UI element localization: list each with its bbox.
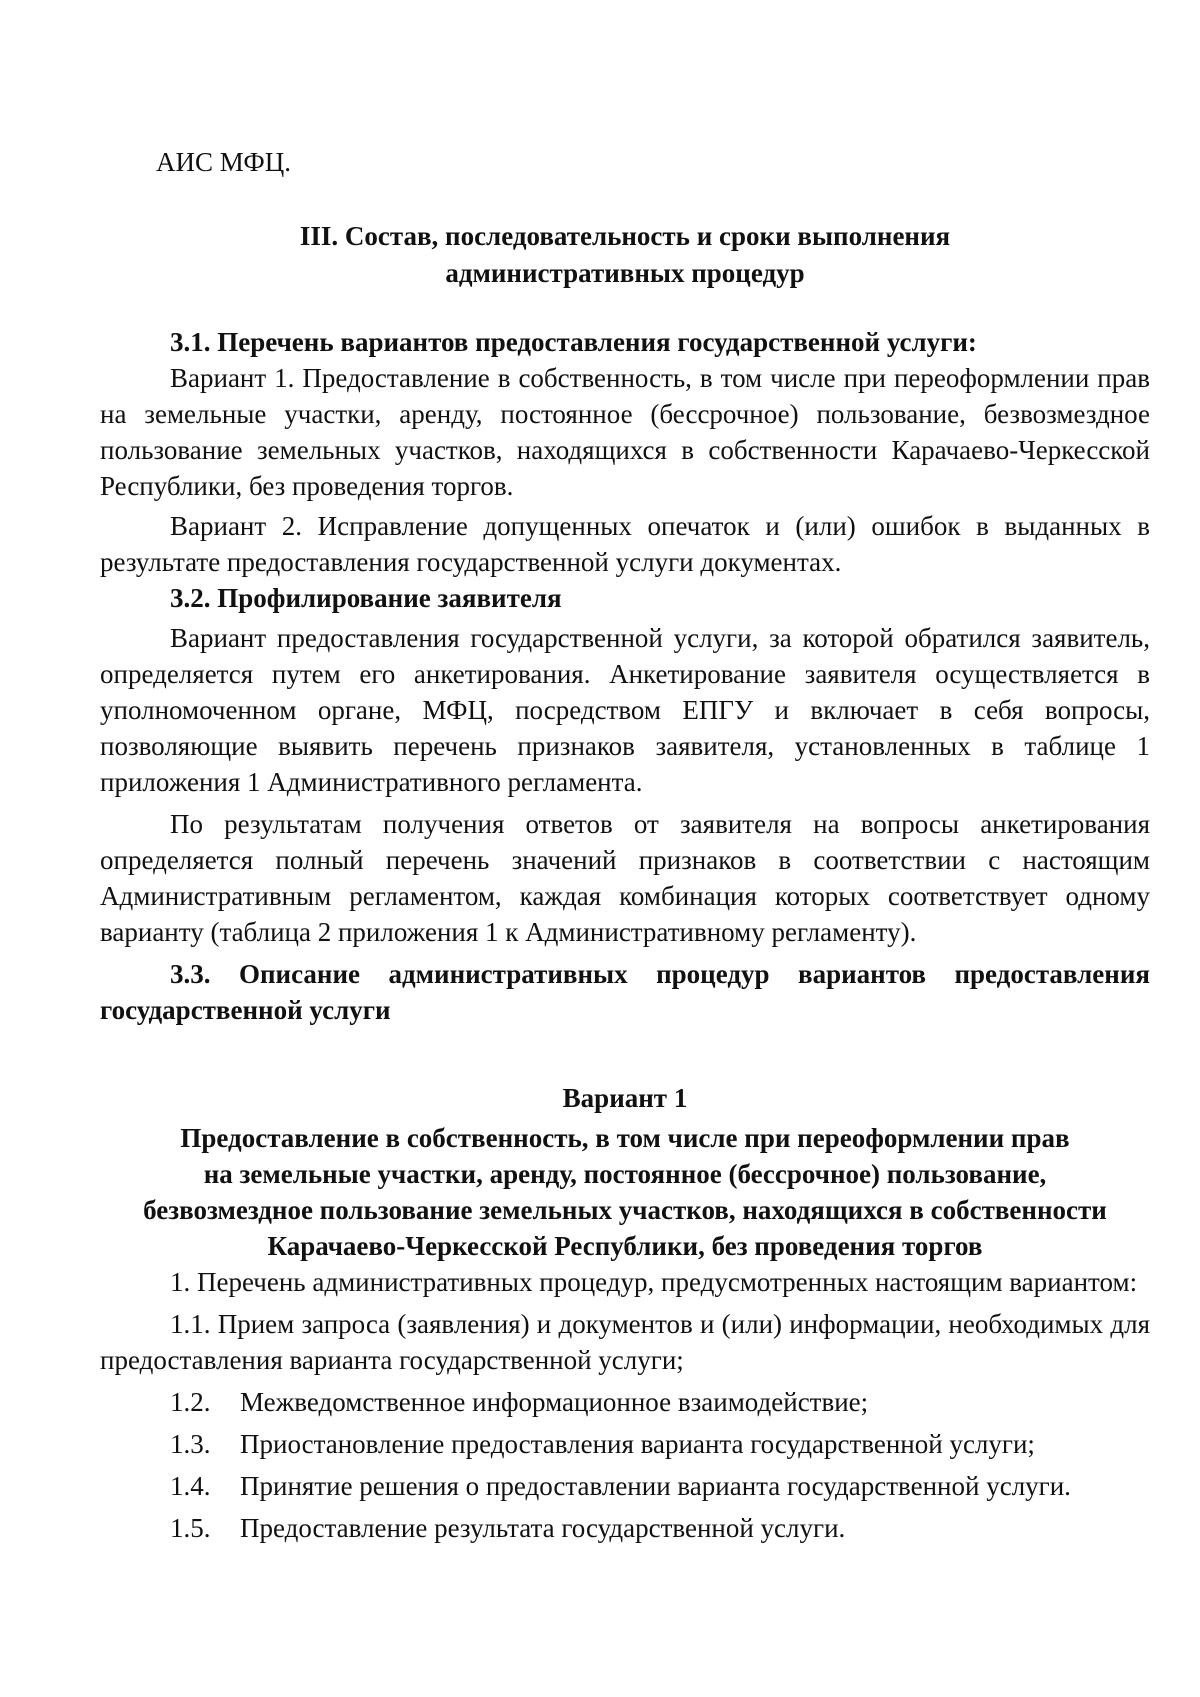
section-heading-line-1: III. Состав, последовательность и сроки выполнения [299,221,951,251]
procedure-item [170,1426,1150,1462]
procedure-item-number: 1.3. [170,1429,211,1459]
variant-1-title-line-3: безвозмездное пользование земельных участков, находящихся в собственности [143,1195,1107,1225]
section-heading [100,218,1150,292]
profiling-paragraph-1: Вариант предоставления государственной услуги, за которой обратился заявитель, определяется путем его анкетирования. Анкетирование заявителя осуществляется в уполномоченном органе, МФЦ, посредством ЕПГУ и включает в себя вопросы, позволяющие выявить перечень признаков заявителя, установленных в таблице 1 приложения 1 Административного регламента. [100,623,1150,797]
procedure-item-text: Предоставление результата государственной услуги. [240,1513,846,1543]
carryover-text: АИС МФЦ. [156,147,291,177]
variant-1-title-block [100,1080,1150,1264]
procedures-intro: 1. Перечень административных процедур, предусмотренных настоящим вариантом: [170,1267,1138,1297]
subsection-3-2-heading: 3.2. Профилирование заявителя [170,583,562,613]
procedure-item-number: 1.5. [170,1513,211,1543]
procedure-item-number: 1.2. [170,1387,211,1417]
profiling-paragraph-2: По результатам получения ответов от заявителя на вопросы анкетирования определяется полный перечень значений признаков в соответствии с настоящим Административным регламентом, каждая комбинация которых соответствует одному варианту (таблица 2 приложения 1 к Административному регламенту). [100,809,1150,947]
procedure-item-text: Принятие решения о предоставлении варианта государственной услуги. [240,1471,1071,1501]
procedure-item-number: 1.4. [170,1471,211,1501]
procedure-item-text: Межведомственное информационное взаимодействие; [240,1387,869,1417]
procedure-item [170,1510,1150,1546]
page-content [100,144,1150,1546]
procedure-item [170,1384,1150,1420]
variant-1-title-line-1: Предоставление в собственность, в том числе при переоформлении прав [180,1123,1070,1153]
variant-1-title-line-2: на земельные участки, аренду, постоянное (бессрочное) пользование, [203,1159,1047,1189]
variant-1-title-line-4: Карачаево-Черкесской Республики, без проведения торгов [267,1231,983,1261]
variant-1-title: Вариант 1 [562,1083,688,1113]
subsection-3-3-heading: 3.3. Описание административных процедур вариантов предоставления государственной услуги [100,959,1150,1025]
subsection-3-1-heading: 3.1. Перечень вариантов предоставления государственной услуги: [170,327,977,357]
variant-2-paragraph: Вариант 2. Исправление допущенных опечаток и (или) ошибок в выданных в результате предоставления государственной услуги документах. [100,511,1150,577]
variant-1-paragraph: Вариант 1. Предоставление в собственность, в том числе при переоформлении прав на земельные участки, аренду, постоянное (бессрочное) пользование, безвозмездное пользование земельных участков, находящихся в собственности Карачаево-Черкесской Республики, без проведения торгов. [100,363,1150,501]
procedure-item [170,1468,1150,1504]
procedure-item-1-1: 1.1. Прием запроса (заявления) и документов и (или) информации, необходимых для предоставления варианта государственной услуги; [100,1309,1150,1375]
section-heading-line-2: административных процедур [445,258,805,288]
procedure-item-text: Приостановление предоставления варианта государственной услуги; [240,1429,1035,1459]
